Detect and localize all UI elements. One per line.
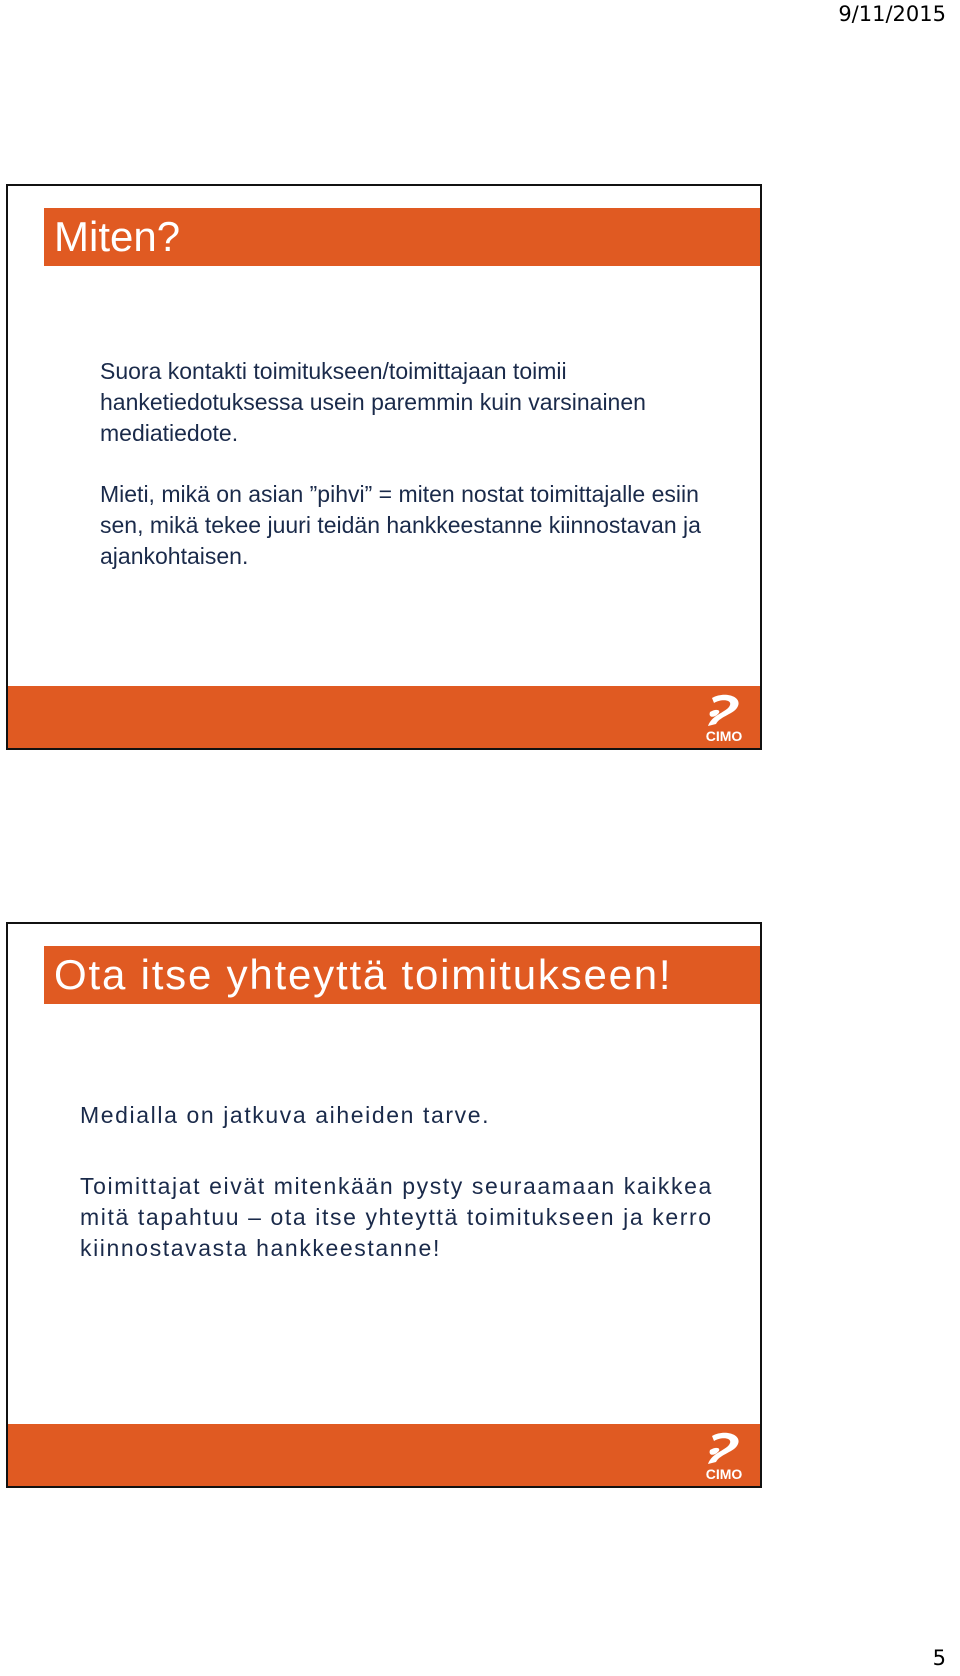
slide-body (100, 356, 720, 602)
page-number: 5 (932, 1646, 946, 1670)
slide-title: Miten? (54, 213, 181, 260)
page-date: 9/11/2015 (838, 2, 946, 26)
slide-paragraph: Suora kontakti toimitukseen/toimittajaan toimii hanketiedotuksessa usein paremmin kuin varsinainen mediatiedote. (100, 358, 646, 446)
cimo-logo-icon (698, 1430, 750, 1482)
logo-text: CIMO (705, 1466, 743, 1482)
slide-body (80, 1100, 740, 1304)
slide-paragraph: Toimittajat eivät mitenkään pysty seuraamaan kaikkea mitä tapahtuu – ota itse yhteyttä toimitukseen ja kerro kiinnostavasta hankkeestanne! (80, 1173, 713, 1261)
slide-paragraph: Medialla on jatkuva aiheiden tarve. (80, 1102, 491, 1128)
slide-ota-yhteytta (6, 922, 762, 1488)
slide-footer-bar (8, 686, 760, 750)
slide-miten (6, 184, 762, 750)
slide-paragraph: Mieti, mikä on asian ”pihvi” = miten nostat toimittajalle esiin sen, mikä tekee juuri teidän hankkeestanne kiinnostavan ja ajankohtaisen. (100, 481, 701, 569)
slide-title-bar (44, 946, 762, 1004)
cimo-logo-icon (698, 692, 750, 744)
slide-title: Ota itse yhteyttä toimitukseen! (54, 951, 673, 998)
logo-text: CIMO (705, 728, 743, 744)
slide-footer-bar (8, 1424, 760, 1488)
slide-title-bar (44, 208, 762, 266)
